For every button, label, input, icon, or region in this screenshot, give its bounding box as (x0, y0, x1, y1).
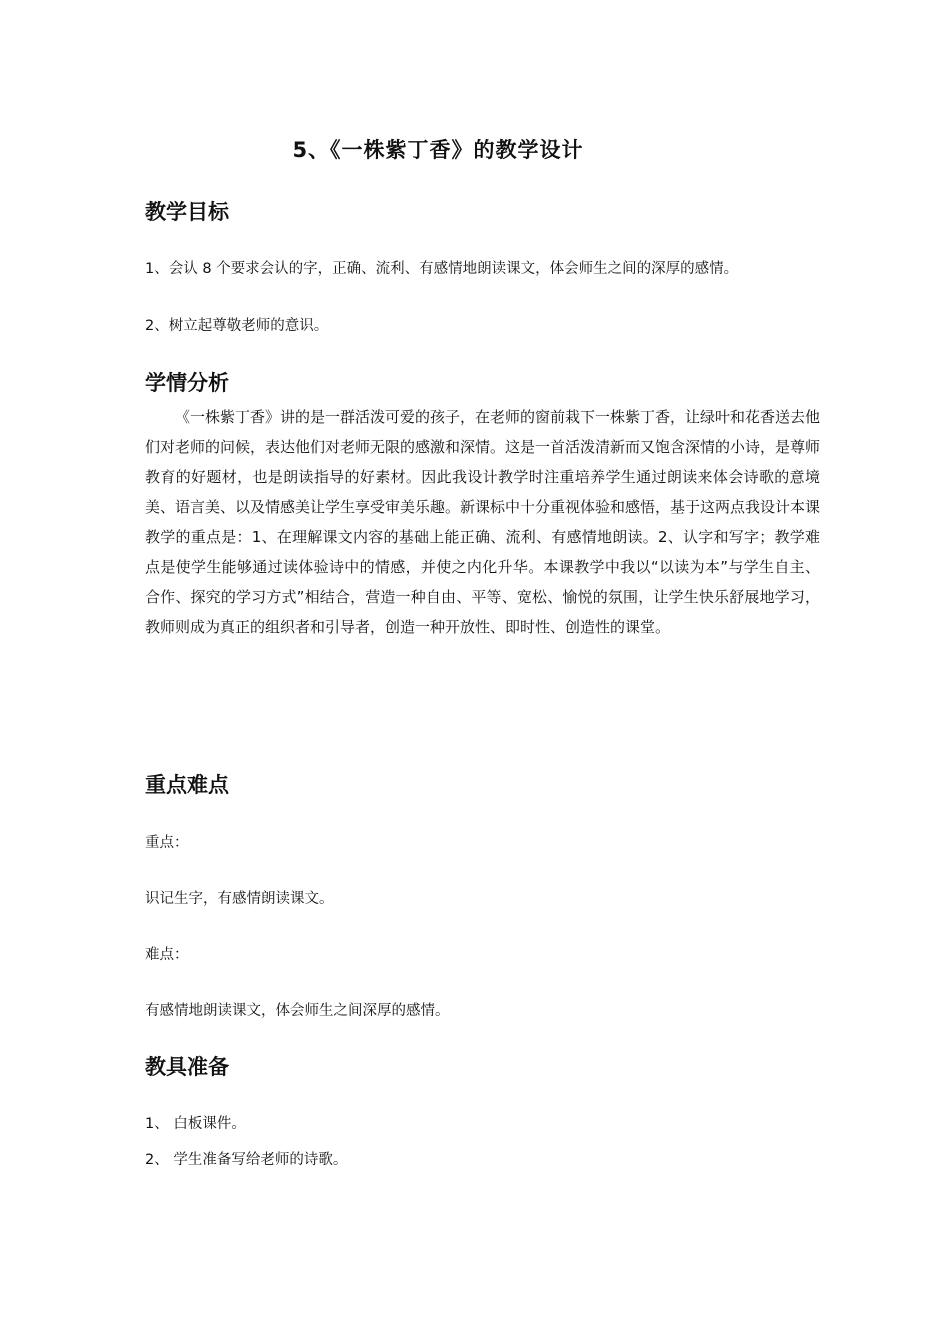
material-item-1: 1、 白板课件。 (145, 1116, 246, 1132)
heading-key-points: 重点难点 (145, 773, 229, 797)
goal-item-2: 2、树立起尊敬老师的意识。 (145, 318, 329, 334)
goal-item-1: 1、会认 8 个要求会认的字，正确、流利、有感情地朗读课文，体会师生之间的深厚的感情。 (145, 261, 739, 277)
difficulty-text: 有感情地朗读课文，体会师生之间深厚的感情。 (145, 1003, 450, 1019)
key-point-label: 重点： (145, 835, 189, 851)
difficulty-label: 难点： (145, 947, 189, 963)
key-point-text: 识记生字，有感情朗读课文。 (145, 891, 334, 907)
heading-teaching-goals: 教学目标 (145, 200, 229, 224)
material-item-2: 2、 学生准备写给老师的诗歌。 (145, 1152, 348, 1168)
analysis-paragraph: 《一株紫丁香》讲的是一群活泼可爱的孩子，在老师的窗前栽下一株紫丁香，让绿叶和花香送去他们对老师的问候，表达他们对老师无限的感激和深情。这是一首活泼清新而又饱含深情的小诗，是尊师教育的好题材，也是朗读指导的好素材。因此我设计教学时注重培养学生通过朗读来体会诗歌的意境美、语言美、以及情感美让学生享受审美乐趣。新课标中十分重视体验和感悟，基于这两点我设计本课教学的重点是：1、在理解课文内容的基础上能正确、流利、有感情地朗读。2、认字和写字；教学难点是使学生能够通过读体验诗中的情感，并使之内化升华。本课教学中我以“以读为本”与学生自主、合作、探究的学习方式”相结合，营造一种自由、平等、宽松、愉悦的氛围，让学生快乐舒展地学习，教师则成为真正的组织者和引导者，创造一种开放性、即时性、创造性的课堂。 (145, 408, 821, 636)
heading-materials: 教具准备 (145, 1055, 229, 1079)
heading-learning-analysis: 学情分析 (145, 371, 229, 395)
document-title: 5、《一株紫丁香》的教学设计 (292, 138, 584, 162)
